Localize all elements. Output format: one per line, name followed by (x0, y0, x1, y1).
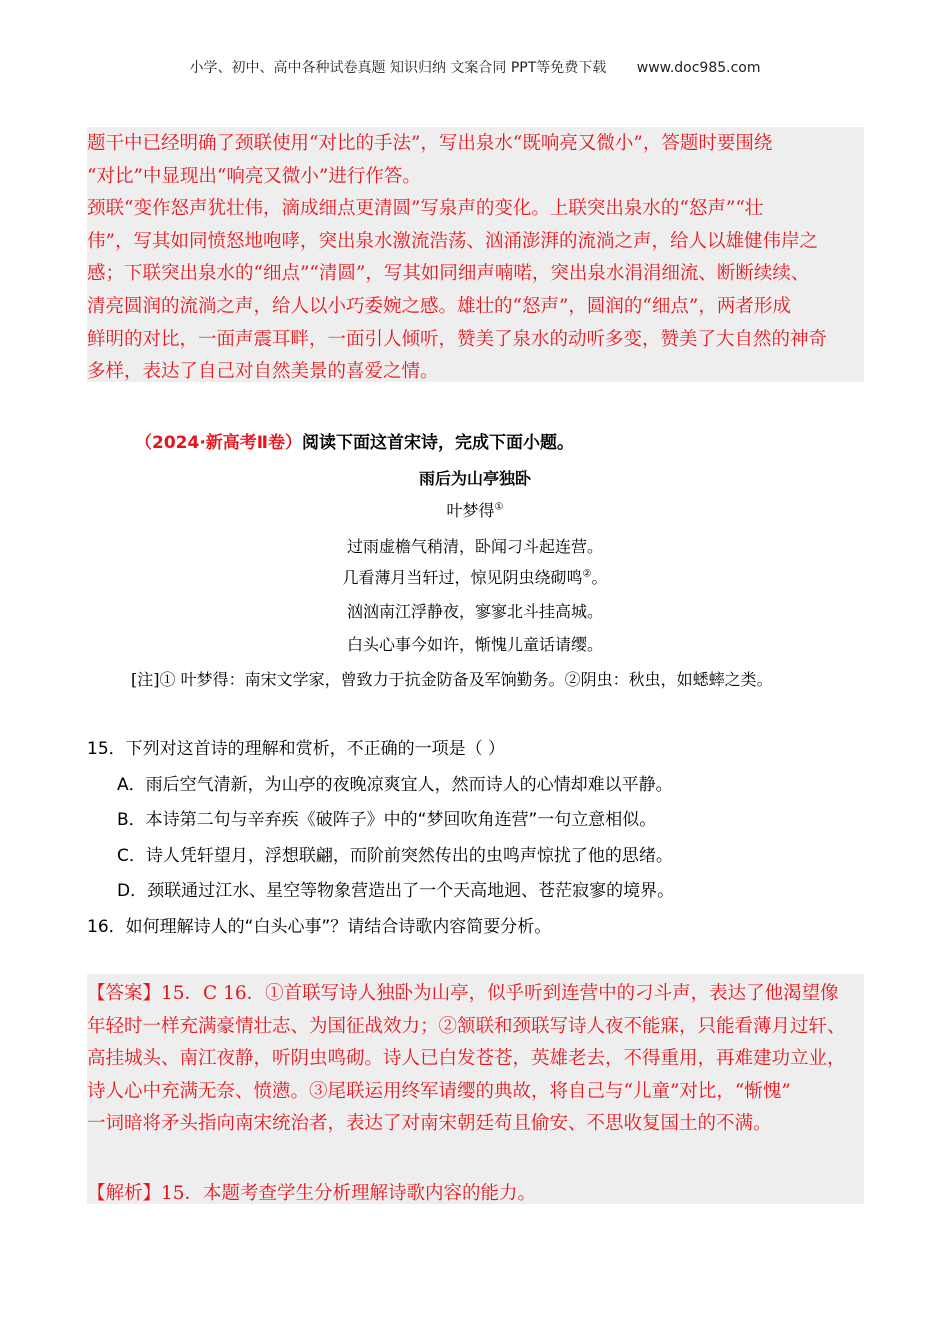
answer-line: 年轻时一样充满豪情壮志、为国征战效力；②颔联和颈联写诗人夜不能寐，只能看薄月过轩、 (87, 1015, 846, 1037)
poem-line-text: 几看薄月当轩过，惊见阴虫绕砌鸣 (342, 568, 583, 587)
option-c: C．诗人凭轩望月，浮想联翩，而阶前突然传出的虫鸣声惊扰了他的思绪。 (117, 846, 673, 866)
option-b: B．本诗第二句与辛弃疾《破阵子》中的“梦回吹角连营”一句立意相似。 (117, 810, 657, 830)
analysis-top (87, 128, 864, 389)
header-text: 小学、初中、高中各种试卷真题 知识归纳 文案合同 PPT等免费下载 (189, 60, 607, 76)
analysis-line: 多样，表达了自己对自然美景的喜爱之情。 (87, 361, 439, 383)
poem-author-name: 叶梦得 (446, 501, 495, 520)
answer-analysis: 【解析】15．本题考查学生分析理解诗歌内容的能力。 (87, 1183, 537, 1204)
header-site-link[interactable]: www.doc985.com (636, 60, 761, 76)
poem-note: [注]① 叶梦得：南宋文学家，曾致力于抗金防备及军饷勤务。②阴虫：秋虫，如蟋蟀之类。 (131, 670, 773, 689)
poem-line (0, 565, 950, 588)
question-16: 16．如何理解诗人的“白头心事”？请结合诗歌内容简要分析。 (87, 917, 552, 937)
answer-line: 诗人心中充满无奈、愤懑。③尾联运用终军请缨的典故，将自己与“儿童”对比，“惭愧” (87, 1080, 791, 1102)
analysis-line: 伟”，写其如同愤怒地咆哮，突出泉水激流浩荡、汹涌澎湃的流淌之声，给人以雄健伟岸之 (87, 230, 818, 252)
poem-line: 过雨虚檐气稍清，卧闻刁斗起连营。 (346, 537, 603, 556)
answer-line: 一词暗将矛头指向南宋统治者，表达了对南宋朝廷苟且偷安、不思收复国土的不满。 (87, 1113, 772, 1135)
poem-title: 雨后为山亭独卧 (418, 469, 531, 488)
analysis-line: 颈联“变作怒声犹壮伟，滴成细点更清圆”写泉声的变化。上联突出泉水的“怒声”“壮 (87, 198, 764, 220)
answer-block (87, 978, 864, 1141)
page-header (0, 57, 950, 77)
analysis-line: 鲜明的对比，一面声震耳畔，一面引人倾听，赞美了泉水的动听多变，赞美了大自然的神奇 (87, 328, 828, 350)
answer-line: 【答案】15．C 16．①首联写诗人独卧为山亭，似乎听到连营中的刁斗声，表达了他渴望像 (87, 983, 839, 1004)
analysis-line: 感；下联突出泉水的“细点”“清圆”，写其如同细声喃喏，突出泉水涓涓细流、断断续续、 (87, 263, 810, 285)
question-15: 15．下列对这首诗的理解和赏析，不正确的一项是（ ） (87, 739, 506, 759)
analysis-line: “对比”中显现出“响亮又微小”进行作答。 (87, 165, 421, 187)
poem-note-mark: ② (582, 568, 592, 580)
poem-author (0, 498, 950, 521)
analysis-line: 清亮圆润的流淌之声，给人以小巧委婉之感。雄壮的“怒声”，圆润的“细点”，两者形成 (87, 295, 791, 317)
option-a: A．雨后空气清新，为山亭的夜晚凉爽宜人，然而诗人的心情却难以平静。 (117, 775, 673, 795)
answer-line: 高挂城头、南江夜静，听阴虫鸣砌。诗人已白发苍苍，英雄老去，不得重用，再难建功立业， (87, 1048, 846, 1070)
question-source: （2024·新高考Ⅱ卷） (135, 433, 302, 453)
question-instruction: 阅读下面这首宋诗，完成下面小题。 (301, 433, 574, 453)
question-heading (135, 428, 574, 453)
poem-line-end: 。 (591, 568, 608, 587)
poem-line: 白头心事今如许，惭愧儿童话请缨。 (346, 635, 603, 654)
option-d: D．颈联通过江水、星空等物象营造出了一个天高地迥、苍茫寂寥的境界。 (117, 881, 675, 901)
poem-line: 汹汹南江浮静夜，寥寥北斗挂高城。 (346, 602, 603, 621)
analysis-line: 题干中已经明确了颈联使用“对比的手法”，写出泉水“既响亮又微小”，答题时要围绕 (87, 133, 773, 154)
author-note-mark: ① (494, 501, 504, 513)
